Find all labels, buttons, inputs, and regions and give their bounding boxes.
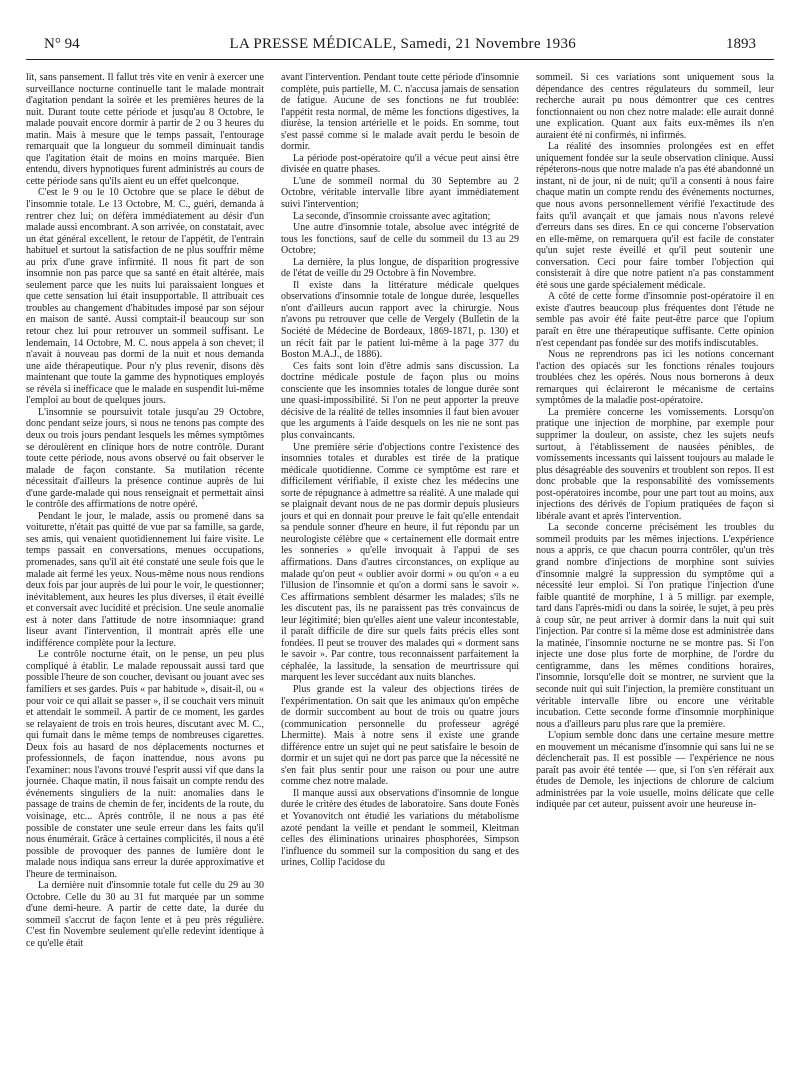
paragraph: La dernière, la plus longue, de disparition progressive de l'état de veille du 29 Octobre à fin Novembre. <box>281 256 519 280</box>
column-left <box>26 72 264 950</box>
column-middle <box>281 72 519 950</box>
paragraph: Une première série d'objections contre l'existence des insomnies totales et durables est tirée de la pratique médicale quotidienne. Comme ce symptôme est rare et difficilement vérifiable, il existe chez les médecins une sorte de répugnance à admettre sa réalité. A une malade qui se plaignait devant nous de ne pas dormir depuis plusieurs jours et qui en donnait pour preuve le fait qu'elle entendait sa pendule sonner d'heure en heure, il fut répondu par un neurologiste célèbre que « certainement elle dormait entre les sonneries » qu'elle invoquait à l'appui de ses affirmations. Dans d'autres circonstances, on explique au malade qu'on peut « oublier avoir dormi » ou qu'on « a eu l'illusion de l'insomnie et qu'on a dormi sans le savoir ». Ces affirmations semblent désarmer les malades; s'ils ne les discutent pas, ils ne paraissent pas très convaincus de leur légitimité; bien qu'elles aient une valeur incontestable, il paraît difficile de dire sur quels faits précis elles sont fondées. Il peut se trouver des malades qui « dorment sans le savoir ». Par contre, tous reconnaissent parfaitement la céphalée, la lassitude, la sensation de meurtrissure qui marquent les lever succédant aux nuits blanches. <box>281 441 519 684</box>
paragraph: avant l'intervention. Pendant toute cette période d'insomnie complète, puis partielle, M. C. n'accusa jamais de sensation de fatigue. Aucune de ses fonctions ne fut troublée: l'appétit resta normal, de même les fonctions digestives, la diurèse, la tension artérielle et le poids. En somme, tout s'est passé comme si le malade avait perdu le besoin de dormir. <box>281 72 519 153</box>
paragraph: A côté de cette forme d'insomnie post-opératoire il en existe d'autres beaucoup plus fréquentes dont l'étude ne semble pas avoir été faite peut-être parce que l'opium paraît en être une thérapeutique suffisante. Cette opinion n'est cependant pas fondée sur des motifs indiscutables. <box>536 291 774 349</box>
paragraph: La réalité des insomnies prolongées est en effet uniquement fondée sur la seule observation clinique. Aussi répéterons-nous que notre malade n'a pas été abandonné un instant, ni de jour, ni de nuit; qu'il a consenti à nous faire chaque matin un compte rendu des événements nocturnes, que nous avons personnellement vérifié l'exactitude des faits qu'il avançait et que jamais nous n'avons relevé d'erreurs dans ses dires. En ce qui concerne l'observation en elle-même, on remarquera qu'il est facile de constater qu'un sujet reste éveillé et qu'il peut soutenir une conversation. Ceci pour faire tomber l'objection qui consisterait à dire que notre patient n'a pas constamment été sous une garde spécialement médicale. <box>536 141 774 291</box>
paragraph: Ces faits sont loin d'être admis sans discussion. La doctrine médicale postule de façon plus ou moins consciente que les insomnies totales de longue durée sont une quasi-impossibilité. Si l'on ne peut apporter la preuve décisive de la réalité de telles insomnies il faut bien avouer que les arguments à l'aide desquels on les nie ne sont pas plus convaincants. <box>281 360 519 441</box>
paragraph: Plus grande est la valeur des objections tirées de l'expérimentation. On sait que les animaux qu'on empêche de dormir succombent au bout de trois ou quatre jours (communication personnelle du professeur agrégé Lhermitte). Mais à notre sens il existe une grande différence entre un sujet qui ne peut satisfaire le besoin de dormir et un sujet qui ne dort pas parce que la nécessité ne s'en fait plus sentir pour une raison ou pour une autre comme chez notre malade. <box>281 683 519 788</box>
paragraph: La seconde, d'insomnie croissante avec agitation; <box>293 210 491 222</box>
paragraph: Une autre d'insomnie totale, absolue avec intégrité de tous les fonctions, sauf de celle du sommeil du 13 au 29 Octobre; <box>281 222 519 257</box>
page-number: 1893 <box>726 36 756 52</box>
paragraph: Le contrôle nocturne était, on le pense, un peu plus compliqué à établir. Le malade repoussait aussi tard que possible l'heure de son coucher, devisant ou jouant avec ses familiers et ses gardes. Puis « par habitude », disait-il, ou « pour voir ce qui allait se passer », il se couchait vers minuit et attendait le sommeil. A partir de ce moment, les gardes se relayaient de trois en trois heures, discutant avec M. C., qui fumait dans le même temps de nombreuses cigarettes. Deux fois au hasard de nos déplacements nocturnes et professionnels, de façon inattendue, nous avons pu l'examiner: nous l'avons trouvé l'esprit aussi vif que dans la journée. Chaque matin, il nous faisait un compte rendu des événements singuliers de la nuit: anomalies dans le passage de trains de chemin de fer, incidents de la route, du voisinage, etc... Après contrôle, il ne nous a pas été possible de constater une seule erreur dans les faits qu'il nous énumérait. Grâce à certaines complicités, il nous a été possible de provoquer des pannes de lumière dont le malade nous indiqua sans erreur la durée approximative et l'heure de terminaison. <box>26 649 264 880</box>
paragraph: La période post-opératoire qu'il a vécue peut ainsi être divisée en quatre phases. <box>281 152 519 176</box>
paragraph: L'insomnie se poursuivit totale jusqu'au 29 Octobre, donc pendant seize jours, si nous ne tenons pas compte des deux ou trois jours pendant lesquels les mêmes symptômes se déroulèrent en clinique hors de notre contrôle. Durant toute cette période, nous avons observé ou fait observer le malade de façon constante. Sa mutilation récente nécessitait d'ailleurs la présence continue auprès de lui d'une garde-malade qui nous renseignait et permettait ainsi le contrôle des affirmations de notre opéré. <box>26 406 264 511</box>
text-columns <box>26 72 774 950</box>
issue-number: N° 94 <box>44 36 80 52</box>
paragraph: Il existe dans la littérature médicale quelques observations d'insomnie totale de longue durée, lesquelles n'ont d'ailleurs aucun rapport avec la chirurgie. Nous n'avons pu retrouver que celle de Vergely (Bulletin de la Société de Médecine de Bordeaux, 1869-1871, p. 130) et un récit fait par le patient lui-même à la page 377 du Boston M.A.J., de 1886). <box>281 279 519 361</box>
paragraph: lit, sans pansement. Il fallut très vite en venir à exercer une surveillance nocturne continuelle tant le malade montrait d'agitation pendant la soirée et les premières heures de la nuit. Durant toute cette période et jusqu'au 8 Octobre, le malade pouvait encore dormir à partir de 2 ou 3 heures du matin. Mais à mesure que le temps passait, l'entourage remarquait que la longueur du sommeil diminuait tandis que l'agitation était de moins en moins marquée. Bien entendu, divers hypnotiques furent administrés au cours de cette période sans qu'ils aient eu un effet quelconque. <box>26 72 264 187</box>
paragraph: C'est le 9 ou le 10 Octobre que se place le début de l'insomnie totale. Le 13 Octobre, M. C., guéri, demanda à rentrer chez lui; on défèra immédiatement au désir d'un malade aussi encombrant. A son arrivée, on constatait, avec un état général excellent, le retour de l'appétit, de l'entrain habituel et surtout la satisfaction de ne plus souffrir même au prix d'une grave infirmité. Il nous fit part de son insomnie non pas parce que sa santé en était altérée, mais seulement parce que les nuits lui paraissaient longues et que cette sensation lui était insupportable. Il attribuait ces troubles au changement d'habitudes imposé par son séjour en maison de santé. Aussi comptait-il beaucoup sur son retour chez lui pour retrouver un sommeil suffisant. Le lendemain, 14 Octobre, M. C. nous appela à son chevet; il n'avait à nouveau pas dormi de la nuit et nous demanda une aide thérapeutique. Pour n'y plus revenir, disons dès maintenant que toute la gamme des hypnotiques employés se révéla si inefficace que le malade en suspendit lui-même l'emploi au bout de quelques jours. <box>26 187 264 407</box>
paragraph: La première concerne les vomissements. Lorsqu'on pratique une injection de morphine, par exemple pour supprimer la douleur, on assiste, chez les sujets neufs surtout, à l'établissement de nausées pénibles, de vomissements incessants qui laissent toujours au malade le plus désagréable des souvenirs et troublent son repos. Il est donc probable que la responsabilité des vomissements post-opératoires incombe, pour une part tout au moins, aux injections des dérivés de l'opium pratiquées de façon si libérale avant et après l'intervention. <box>536 406 774 522</box>
journal-title: LA PRESSE MÉDICALE, Samedi, 21 Novembre 1936 <box>229 36 577 52</box>
paragraph: La seconde concerne précisément les troubles du sommeil produits par les mêmes injections. L'expérience nous a appris, ce que chacun pourra contrôler, qu'un très grand nombre d'injections de morphine sont suivies d'insomnie malgré la suppression du symptôme qui a nécessité leur emploi. Si l'on pratique l'injection d'une faible quantité de morphine, 1 à 5 milligr. par exemple, tard dans l'après-midi ou dans la soirée, le sujet, à peu près à coup sûr, ne peut arriver à dormir dans la nuit qui suit l'injection. Par contre si la même dose est administrée dans la matinée, l'insomnie nocturne ne se montre pas. Si l'on injecte une dose plus forte de morphine, de l'ordre du centigramme, dans les mêmes conditions horaires, l'insomnie, lorsqu'elle doit se montrer, ne survient que la seconde nuit qui suit l'injection, la première constituant un véritable intervalle libre ou encore une véritable incubation. Cette seconde forme d'insomnie morphinique nous a d'ailleurs paru plus rare que la première. <box>536 522 774 730</box>
paragraph: sommeil. Si ces variations sont uniquement sous la dépendance des centres régulateurs du sommeil, leur recherche aurait pu nous démontrer que ces centres fonctionnaient ou non chez notre malade: elle aurait donné une explication. Quant aux faits eux-mêmes ils n'en auraient été ni confirmés, ni infirmés. <box>536 72 774 141</box>
paragraph: La dernière nuit d'insomnie totale fut celle du 29 au 30 Octobre. Celle du 30 au 31 fut marquée par un somme d'une demi-heure. A partir de cette date, la durée du sommeil s'accrut de façon lente et à peu près régulière. C'est fin Novembre seulement qu'elle redevint identique à ce qu'elle était <box>26 880 264 950</box>
page-header <box>26 36 774 60</box>
column-right <box>536 72 774 950</box>
paragraph: L'opium semble donc dans une certaine mesure mettre en mouvement un mécanisme d'insomnie qui sans lui ne se déclencherait pas. Il est possible — l'expérience ne nous paraît pas avoir été tentée — que, si l'on s'en référait aux études de Demole, les injections de chlorure de calcium administrées par la voie usuelle, moins délicate que celle indiquée par cet auteur, puissent avoir une heureuse in- <box>536 730 774 811</box>
paragraph: Il manque aussi aux observations d'insomnie de longue durée le critère des études de laboratoire. Sans doute Fonès et Yovanovitch ont étudié les variations du métabolisme azoté pendant la veille et pendant le sommeil, Kleitman celles des éliminations urinaires phosphorées, Simpson l'influence du sommeil sur la composition du sang et des urines, Collip l'acidose du <box>281 787 519 869</box>
paragraph: Nous ne reprendrons pas ici les notions concernant l'action des opiacés sur les fonctions rénales toujours troublées chez les opérés. Nous nous bornerons à deux remarques qui éclaireront le mécanisme de certains symptômes de la maladie post-opératoire. <box>536 349 774 407</box>
paragraph: Pendant le jour, le malade, assis ou promené dans sa voiturette, n'était pas quitté de vue par sa famille, sa garde, ses amis, qui venaient quotidiennement lui faire visite. Le temps passait en conversations, menues occupations, promenades, sans qu'il ait été constaté une seule fois que le malade ait fermé les yeux. Nous-même nous nous rendions deux fois par jour auprès de lui pour le voir, le questionner; inévitablement, aux heures les plus diverses, il était éveillé et conversait avec lucidité et précision. Une seule anomalie est à noter dans l'attitude de notre insomniaque: grand liseur avant l'intervention, il montrait après elle une indifférence complète pour la lecture. <box>26 510 264 649</box>
paragraph: L'une de sommeil normal du 30 Septembre au 2 Octobre, véritable intervalle libre ayant immédiatement suivi l'intervention; <box>281 175 519 211</box>
